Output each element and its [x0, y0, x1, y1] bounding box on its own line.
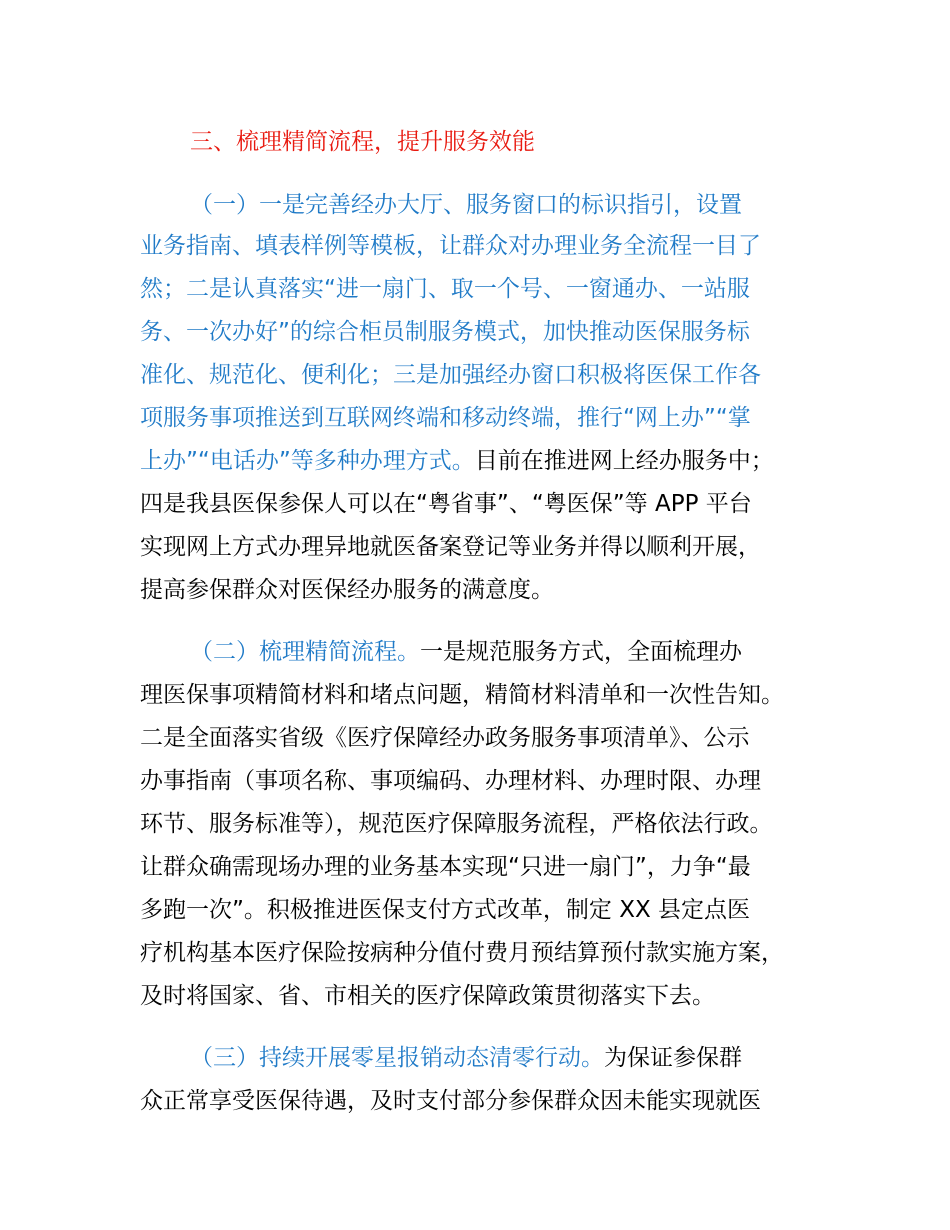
- section3-first-line: [190, 1043, 742, 1073]
- section2-line: 多跑一次”。积极推进医保支付方式改革，制定 XX 县定点医: [140, 897, 751, 923]
- section2-title: （二）梳理精简流程。: [190, 639, 420, 665]
- section1-line: （一）一是完善经办大厅、服务窗口的标识指引，设置: [190, 192, 742, 218]
- section2-line: 疗机构基本医疗保险按病种分值付费月预结算预付款实施方案，: [140, 940, 784, 966]
- section1-line: 四是我县医保参保人可以在“粤省事”、“粤医保”等 APP 平台: [140, 491, 752, 517]
- section2-first-text: 一是规范服务方式，全面梳理办: [420, 639, 742, 665]
- section1-line: 项服务事项推送到互联网终端和移动终端，推行“网上办”“掌: [140, 405, 751, 431]
- section-heading: 三、梳理精简流程，提升服务效能: [190, 129, 535, 155]
- section3-title: （三）持续开展零星报销动态清零行动。: [190, 1045, 604, 1071]
- section1-line7-highlight: 上办”“电话办”等多种办理方式。: [140, 448, 475, 474]
- section3-first-text: 为保证参保群: [604, 1045, 742, 1071]
- section2-first-line: [190, 637, 742, 667]
- section2-line: 理医保事项精简材料和堵点问题，精简材料清单和一次性告知。: [140, 682, 784, 708]
- section1-line: 务、一次办好”的综合柜员制服务模式，加快推动医保服务标: [140, 319, 750, 345]
- section2-line: 办事指南（事项名称、事项编码、办理材料、办理时限、办理: [140, 768, 761, 794]
- section1-line: 实现网上方式办理异地就医备案登记等业务并得以顺利开展，: [140, 534, 761, 560]
- section1-line: 准化、规范化、便利化；三是加强经办窗口积极将医保工作各: [140, 362, 761, 388]
- section2-line: 让群众确需现场办理的业务基本实现“只进一扇门”，力争“最: [140, 854, 751, 880]
- section1-line: 然；二是认真落实“进一扇门、取一个号、一窗通办、一站服: [140, 276, 750, 302]
- section2-line: 二是全面落实省级《医疗保障经办政务服务事项清单》、公示: [140, 725, 750, 751]
- section1-line7-text: 目前在推进网上经办服务中；: [474, 448, 774, 474]
- section1-line: [140, 446, 774, 476]
- section3-line: 众正常享受医保待遇，及时支付部分参保群众因未能实现就医: [140, 1088, 761, 1114]
- section1-line: 业务指南、填表样例等模板，让群众对办理业务全流程一目了: [140, 233, 761, 259]
- section2-line: 环节、服务标准等），规范医疗保障服务流程，严格依法行政。: [140, 811, 773, 837]
- section1-line: 提高参保群众对医保经办服务的满意度。: [140, 577, 554, 603]
- section2-line: 及时将国家、省、市相关的医疗保障政策贯彻落实下去。: [140, 983, 715, 1009]
